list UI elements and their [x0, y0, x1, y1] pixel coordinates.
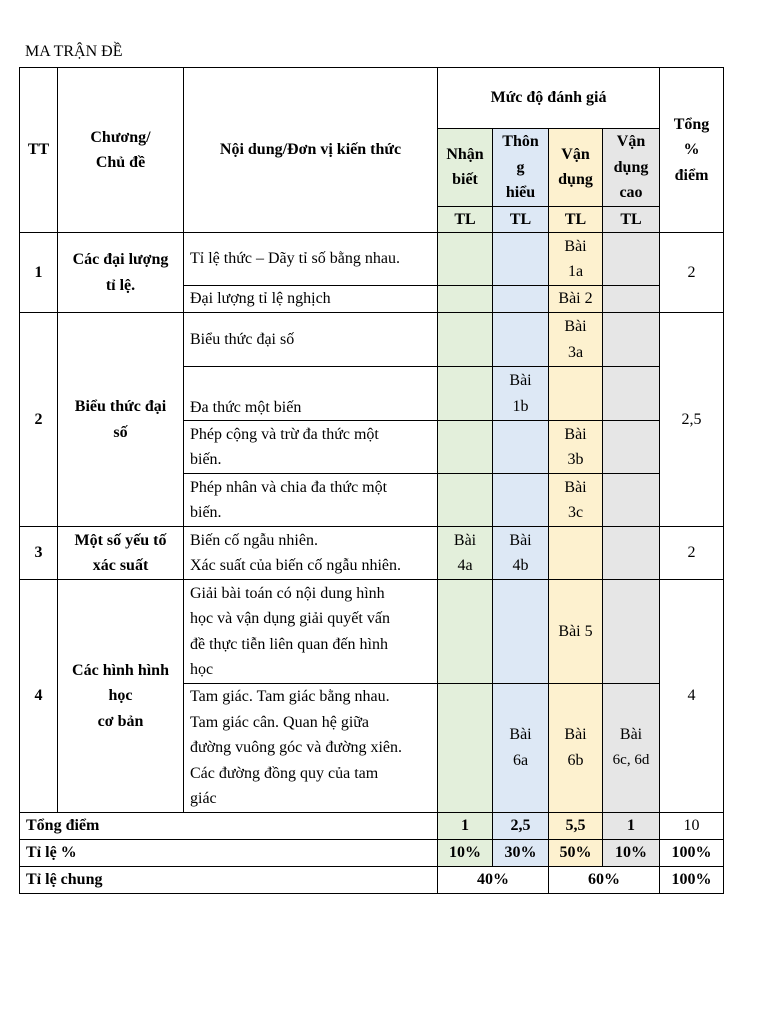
header-van-dung-cao: Vận dụng cao — [603, 129, 660, 207]
cell-nb — [438, 367, 493, 421]
total-cell: 2,5 — [660, 313, 724, 527]
percent-vd: 50% — [549, 839, 603, 866]
total-points-nb: 1 — [438, 812, 493, 839]
chapter-cell: Các đại lượng tỉ lệ. — [58, 233, 184, 313]
content-cell: Giải bài toán có nội dung hình học và vận dụng giải quyết vấn đề thực tiễn liên quan đến hình học — [184, 580, 438, 684]
cell-vdc — [603, 367, 660, 421]
chapter-cell: Các hình hình học cơ bản — [58, 580, 184, 813]
cell-nb — [438, 233, 493, 286]
cell-vd: Bài 3b — [549, 421, 603, 474]
total-points-label: Tổng điểm — [20, 812, 438, 839]
header-tl-th: TL — [493, 206, 549, 233]
header-tl-nb: TL — [438, 206, 493, 233]
assessment-matrix-table — [19, 67, 724, 894]
cell-th — [493, 474, 549, 527]
content-cell: Phép nhân và chia đa thức một biến. — [184, 474, 438, 527]
chapter-cell: Biểu thức đại số — [58, 313, 184, 527]
overall-high: 60% — [549, 866, 660, 893]
header-level: Mức độ đánh giá — [438, 68, 660, 129]
cell-vd — [549, 527, 603, 580]
cell-th: Bài 4b — [493, 527, 549, 580]
percent-vdc: 10% — [603, 839, 660, 866]
cell-th — [493, 313, 549, 367]
overall-label: Tỉ lệ chung — [20, 866, 438, 893]
cell-vdc — [603, 421, 660, 474]
cell-nb — [438, 684, 493, 813]
header-chapter: Chương/ Chủ đề — [58, 68, 184, 233]
content-cell: Biểu thức đại số — [184, 313, 438, 367]
total-points-vdc: 1 — [603, 812, 660, 839]
table-row — [20, 313, 724, 367]
cell-th: Bài 6a — [493, 684, 549, 813]
cell-vd — [549, 367, 603, 421]
total-cell: 4 — [660, 580, 724, 813]
cell-vd: Bài 3a — [549, 313, 603, 367]
content-cell: Đa thức một biến — [184, 367, 438, 421]
cell-nb — [438, 286, 493, 313]
total-points-row — [20, 812, 724, 839]
header-nhan-biet: Nhận biết — [438, 129, 493, 207]
content-cell: Tam giác. Tam giác bằng nhau. Tam giác cân. Quan hệ giữa đường vuông góc và đường xiên. Các đường đồng quy của tam giác — [184, 684, 438, 813]
cell-th — [493, 580, 549, 684]
header-van-dung: Vận dụng — [549, 129, 603, 207]
cell-vd: Bài 1a — [549, 233, 603, 286]
row-number: 3 — [20, 527, 58, 580]
table-row — [20, 527, 724, 580]
header-total: Tổng % điểm — [660, 68, 724, 233]
header-row — [20, 68, 724, 129]
page-title: MA TRẬN ĐỀ — [25, 43, 123, 60]
total-points-sum: 10 — [660, 812, 724, 839]
cell-vd: Bài 6b — [549, 684, 603, 813]
cell-vdc: Bài 6c, 6d — [603, 684, 660, 813]
overall-row — [20, 866, 724, 893]
content-cell: Tỉ lệ thức – Dãy tỉ số bằng nhau. — [184, 233, 438, 286]
table-row — [20, 580, 724, 684]
cell-vdc — [603, 474, 660, 527]
total-points-vd: 5,5 — [549, 812, 603, 839]
header-tt: TT — [20, 68, 58, 233]
cell-vd: Bài 2 — [549, 286, 603, 313]
row-number: 1 — [20, 233, 58, 313]
overall-sum: 100% — [660, 866, 724, 893]
total-cell: 2 — [660, 233, 724, 313]
cell-nb — [438, 580, 493, 684]
percent-sum: 100% — [660, 839, 724, 866]
row-number: 2 — [20, 313, 58, 527]
cell-vdc — [603, 286, 660, 313]
content-cell: Phép cộng và trừ đa thức một biến. — [184, 421, 438, 474]
header-tl-vdc: TL — [603, 206, 660, 233]
chapter-cell: Một số yếu tố xác suất — [58, 527, 184, 580]
cell-nb: Bài 4a — [438, 527, 493, 580]
percent-th: 30% — [493, 839, 549, 866]
content-cell: Đại lượng tỉ lệ nghịch — [184, 286, 438, 313]
row-number: 4 — [20, 580, 58, 813]
cell-vd: Bài 5 — [549, 580, 603, 684]
table-row — [20, 233, 724, 286]
percent-label: Tỉ lệ % — [20, 839, 438, 866]
cell-vdc — [603, 527, 660, 580]
cell-th — [493, 286, 549, 313]
percent-row — [20, 839, 724, 866]
cell-nb — [438, 474, 493, 527]
cell-th — [493, 233, 549, 286]
overall-low: 40% — [438, 866, 549, 893]
cell-nb — [438, 313, 493, 367]
cell-nb — [438, 421, 493, 474]
total-points-th: 2,5 — [493, 812, 549, 839]
cell-th — [493, 421, 549, 474]
cell-vd: Bài 3c — [549, 474, 603, 527]
cell-th: Bài 1b — [493, 367, 549, 421]
cell-vdc — [603, 580, 660, 684]
content-cell: Biến cố ngẫu nhiên. Xác suất của biến cố ngẫu nhiên. — [184, 527, 438, 580]
total-cell: 2 — [660, 527, 724, 580]
cell-vdc — [603, 233, 660, 286]
header-content: Nội dung/Đơn vị kiến thức — [184, 68, 438, 233]
header-thong-hieu: Thôn g hiểu — [493, 129, 549, 207]
cell-vdc — [603, 313, 660, 367]
header-tl-vd: TL — [549, 206, 603, 233]
percent-nb: 10% — [438, 839, 493, 866]
